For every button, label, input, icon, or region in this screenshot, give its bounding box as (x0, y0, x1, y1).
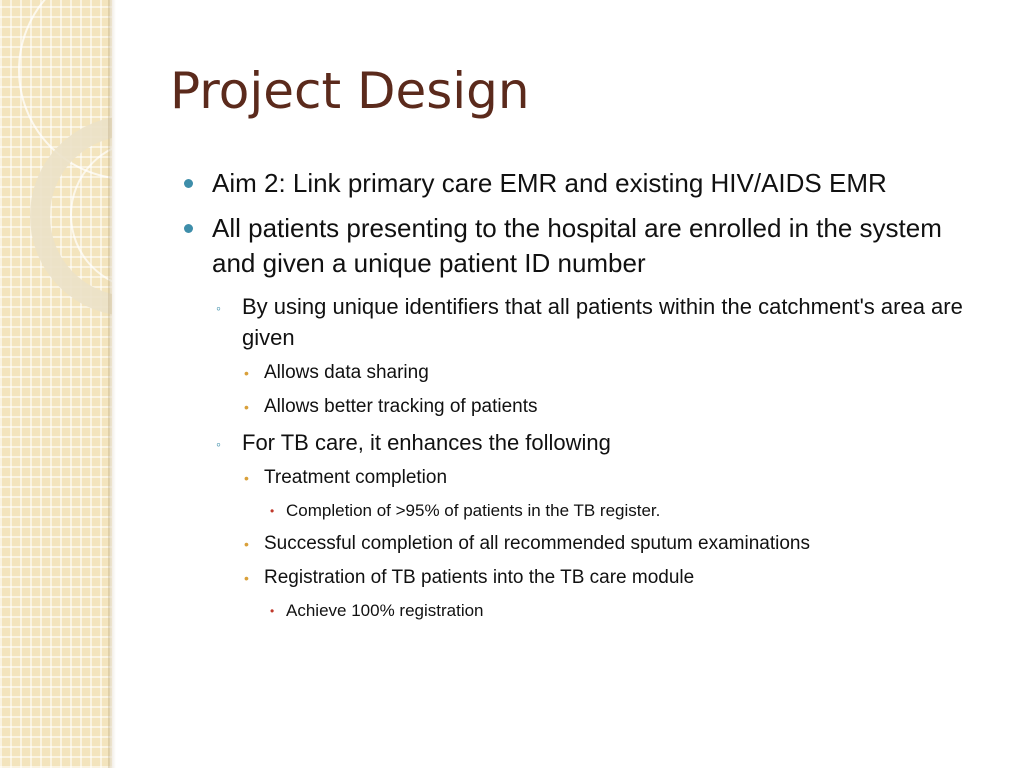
level4-bullet-item (266, 498, 980, 524)
small-bullet-icon: • (244, 470, 249, 486)
bullet-item (180, 211, 980, 281)
slide-content (180, 166, 980, 630)
panel-shadow (108, 0, 116, 768)
decorative-side-panel (0, 0, 112, 768)
sub-sub-bullet-item (238, 393, 980, 421)
bullet-text: All patients presenting to the hospital are enrolled in the system and given a unique patient ID number (212, 213, 942, 278)
bullet-text: Registration of TB patients into the TB care module (264, 567, 695, 588)
bullet-text: Treatment completion (264, 467, 448, 488)
bullet-item (180, 166, 980, 201)
circle-bullet-icon: ◦ (216, 436, 221, 452)
bullet-text: Completion of >95% of patients in the TB register. (286, 501, 661, 520)
bullet-list (180, 166, 980, 624)
bullet-dot-icon (184, 179, 193, 188)
bullet-dot-icon (184, 224, 193, 233)
level4-bullet-item (266, 598, 980, 624)
tiny-bullet-icon: • (270, 504, 275, 518)
bullet-text: Aim 2: Link primary care EMR and existing HIV/AIDS EMR (212, 168, 887, 198)
sub-bullet-item (210, 427, 980, 458)
tiny-bullet-icon: • (270, 604, 275, 618)
small-bullet-icon: • (244, 399, 249, 415)
bullet-text: Achieve 100% registration (286, 601, 484, 620)
bullet-text: For TB care, it enhances the following (242, 430, 611, 455)
sub-sub-bullet-item (238, 359, 980, 387)
sub-sub-bullet-item (238, 564, 980, 592)
bullet-text: Allows better tracking of patients (264, 396, 538, 417)
small-bullet-icon: • (244, 570, 249, 586)
small-bullet-icon: • (244, 365, 249, 381)
bullet-text: Allows data sharing (264, 362, 429, 383)
slide-title: Project Design (170, 62, 530, 120)
sub-sub-bullet-item (238, 464, 980, 492)
bullet-text: Successful completion of all recommended sputum examinations (264, 533, 810, 554)
small-bullet-icon: • (244, 536, 249, 552)
bullet-text: By using unique identifiers that all patients within the catchment's area are given (242, 294, 963, 350)
sub-sub-bullet-item (238, 530, 980, 558)
sub-bullet-item (210, 291, 980, 353)
circle-bullet-icon: ◦ (216, 300, 221, 316)
